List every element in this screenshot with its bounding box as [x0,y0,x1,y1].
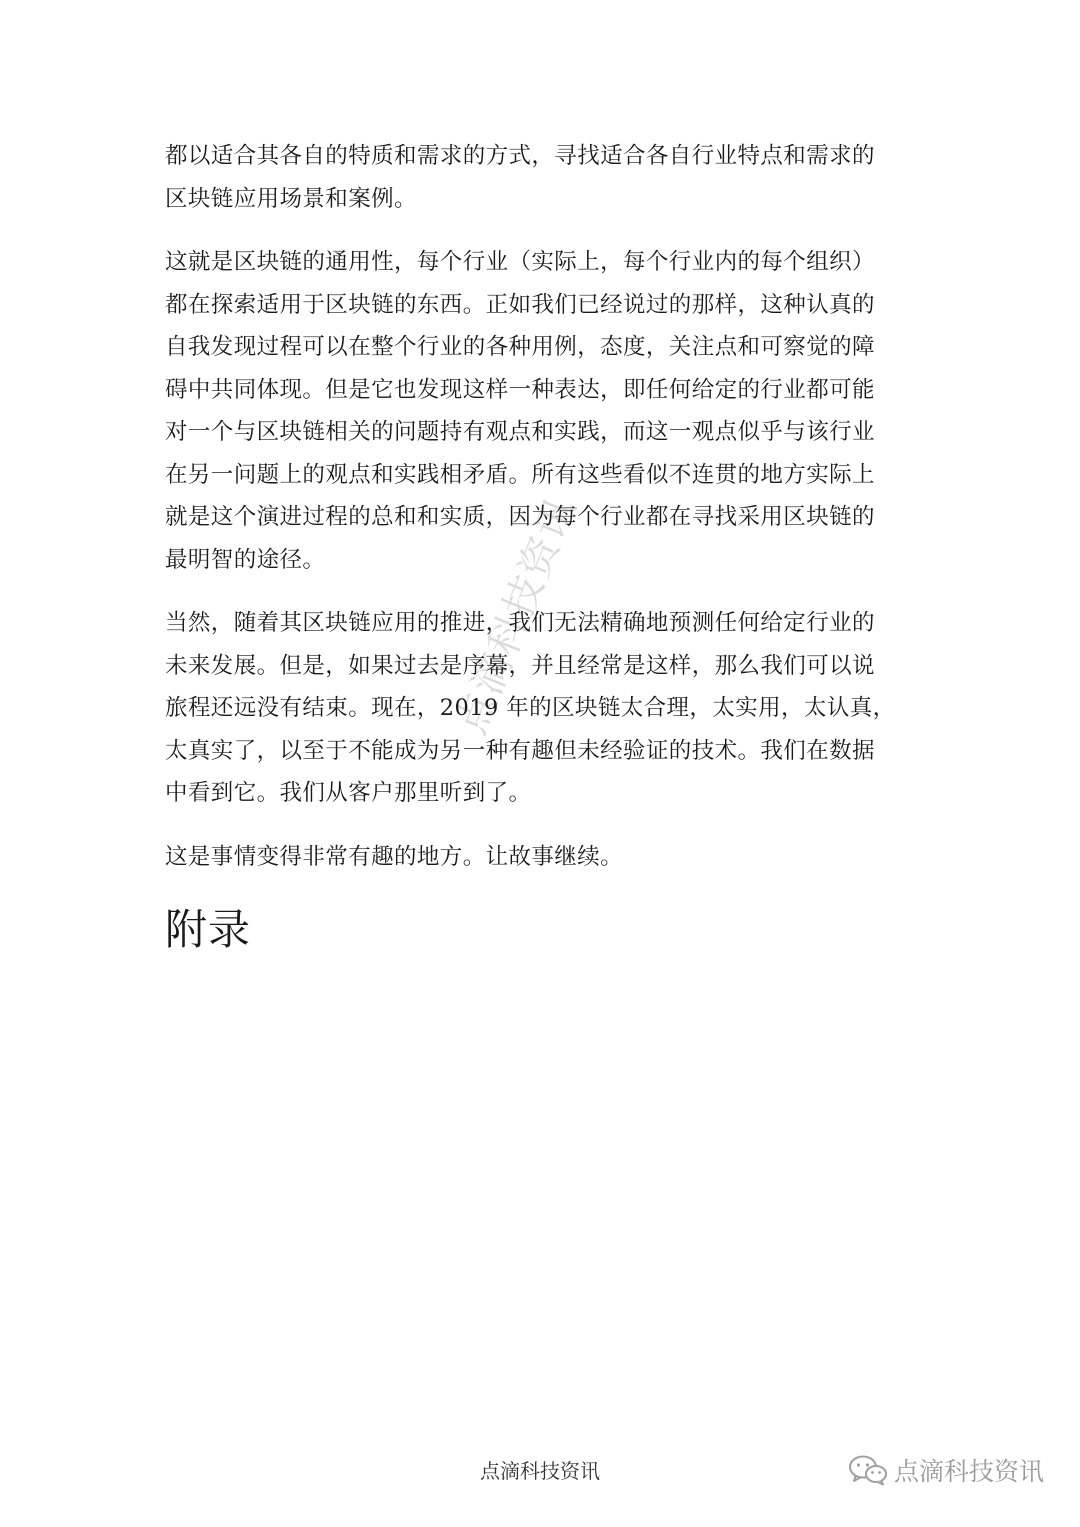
text-line: 最明智的途径。 [165,546,326,573]
paragraph-3 [165,602,925,815]
wechat-icon [848,1454,888,1486]
text-line: 这就是区块链的通用性，每个行业（实际上，每个行业内的每个组织） [165,249,875,275]
text-line: 区块链应用场景和案例。 [165,185,417,212]
text-line: 对一个与区块链相关的问题持有观点和实践，而这一观点似乎与该行业 [165,419,875,445]
section-heading: 附录 [165,905,252,954]
watermark: 点滴科技资讯 [448,489,586,741]
text-line: 中看到它。我们从客户那里听到了。 [165,780,532,806]
text-line: 旅程还远没有结束。现在，2019 年的区块链太合理，太实用，太认真， [165,695,896,721]
text-line: 当然，随着其区块链应用的推进，我们无法精确地预测任何给定行业的 [165,610,875,636]
paragraph-4 [165,836,925,879]
text-line: 都在探索适用于区块链的东西。正如我们已经说过的那样，这种认真的 [165,291,875,318]
paragraph-1 [165,135,925,220]
text-line: 在另一问题上的观点和实践相矛盾。所有这些看似不连贯的地方实际上 [165,461,875,488]
text-line: 自我发现过程可以在整个行业的各种用例，态度，关注点和可察觉的障 [165,334,875,360]
text-line: 未来发展。但是，如果过去是序幕，并且经常是这样，那么我们可以说 [165,652,875,679]
text-line: 碍中共同体现。但是它也发现这样一种表达，即任何给定的行业都可能 [165,376,875,403]
body-text [165,135,925,899]
paragraph-2 [165,241,925,581]
text-line: 太真实了，以至于不能成为另一种有趣但未经验证的技术。我们在数据 [165,737,875,764]
text-line: 都以适合其各自的特质和需求的方式，寻找适合各自行业特点和需求的 [165,143,875,169]
text-line: 这是事情变得非常有趣的地方。让故事继续。 [165,843,624,870]
text-line: 就是这个演进过程的总和和实质，因为每个行业都在寻找采用区块链的 [165,504,875,530]
wechat-brand-mark [848,1452,1044,1488]
page-footer: 点滴科技资讯 [480,1459,600,1483]
brand-label: 点滴科技资讯 [893,1457,1044,1486]
